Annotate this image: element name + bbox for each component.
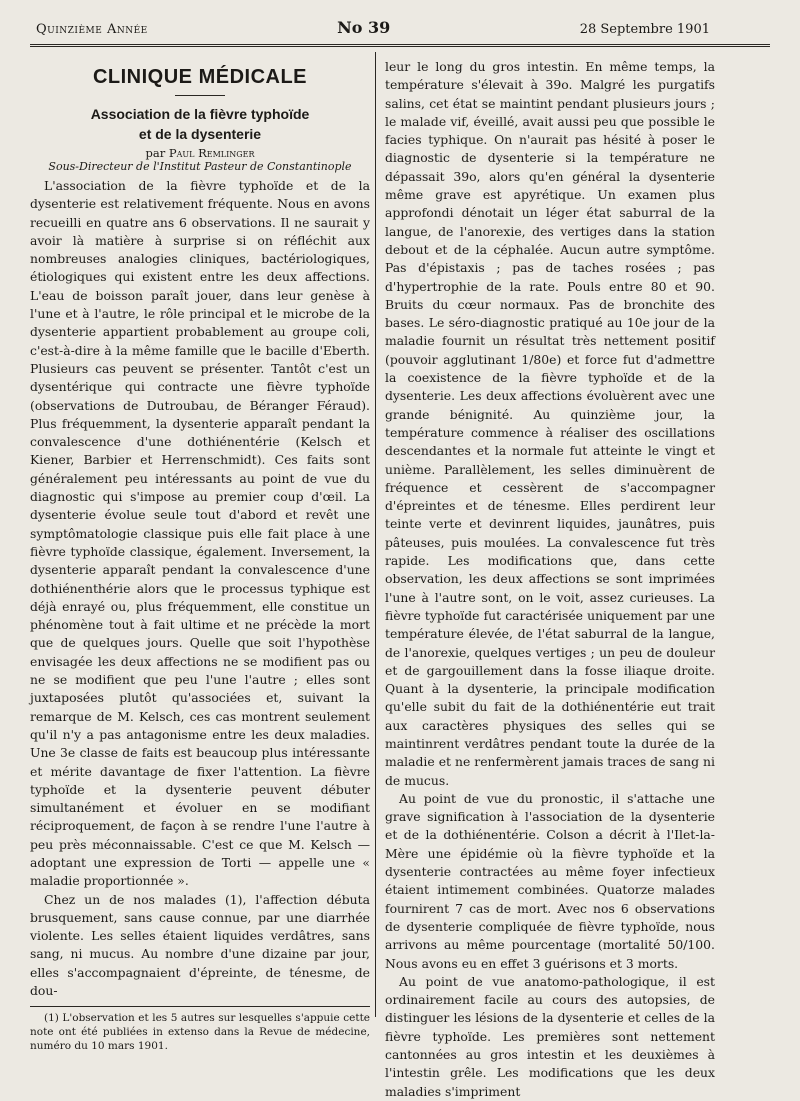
running-head — [36, 18, 710, 44]
title-rule — [175, 95, 225, 96]
author-affiliation: Sous-Directeur de l'Institut Pasteur de Constantinople — [48, 160, 352, 173]
paragraph: Au point de vue du pronostic, il s'attache une grave signification à l'association de la dysenterie et de la dothiénentérie. Colson a décrit à l'Ilet-la-Mère une épidémie où la fièvre typhoïde et la dysenterie contractées au même foyer infectieux étaient intimement combinées. Quatorze malades fournirent 7 cas de mort. Avec nos 6 observations de dysenterie compliquée de fièvre typhoïde, nous arrivons au même pourcentage (mortalité 50/100. Nous avons eu en effet 3 guérisons et 3 morts. — [385, 790, 715, 971]
paragraph: Au point de vue anatomo-pathologique, il est ordinairement facile au cours des autopsies, de distinguer les lésions de la dysenterie et celles de la fièvre typhoïde. Les premières sont nettement cantonnées au gros intestin et les deuxièmes à l'intestin grêle. Les modifications que les deux maladies s'impriment — [385, 973, 715, 1099]
paragraph: Chez un de nos malades (1), l'affection débuta brusquement, sans cause connue, par une diarrhée violente. Les selles étaient liquides verdâtres, sans sang, ni mucus. Au nombre d'une dizaine par jour, elles s'accompagnaient d'épreinte, de ténesme, de dou- — [30, 891, 370, 999]
volume-label: Quinzième Année — [36, 22, 148, 37]
header-double-rule — [30, 44, 770, 47]
right-column-text — [385, 58, 715, 1101]
footnote-rule — [30, 1006, 370, 1007]
author-name: Paul Remlinger — [168, 146, 255, 160]
footnote: (1) L'observation et les 5 autres sur lesquelles s'appuie cette note ont été publiées in extenso dans la Revue de médecine, numéro du 10 mars 1901. — [30, 1012, 370, 1053]
left-column-text — [30, 177, 370, 1000]
paragraph: leur le long du gros intestin. En même temps, la température s'élevait à 39o. Malgré les purgatifs salins, cet état se maintint pendant plusieurs jours ; le malade vif, éveillé, avait aussi peu que possible le facies typhique. On n'aurait pas hésité à poser le diagnostic de dysenterie si la température ne dépassait 39o, alors qu'en général la dysenterie même grave est apyrétique. Un examen plus approfondi dénotait un léger état saburral de la langue, de l'anorexie, des vertiges dans la station debout et de la céphalée. Aucun autre symptôme. Pas d'épistaxis ; pas de taches rosées ; pas d'hypertrophie de la rate. Pouls entre 80 et 90. Bruits du cœur normaux. Pas de bronchite des bases. Le séro-diagnostic pratiqué au 10e jour de la maladie fournit un résultat très nettement positif (pouvoir agglutinant 1/80e) et force fut d'admettre la coexistence de la fièvre typhoïde et de la dysenterie. Les deux affections évoluèrent avec une grande bénignité. Au quinzième jour, la température commence à réaliser des oscillations descendantes et la normale fut atteinte le vingt et unième. Parallèlement, les selles diminuèrent de fréquence et cessèrent de s'accompagner d'épreintes et de ténesme. Elles perdirent leur teinte verte et devinrent liquides, jaunâtres, puis pâteuses, puis moulées. La convalescence fut très rapide. Les modifications que, dans cette observation, les deux affections se sont imprimées l'une à l'autre sont, on le voit, assez curieuses. La fièvre typhoïde fut caractérisée uniquement par une température élevée, de l'état saburral de la langue, de l'anorexie, quelques vertiges ; un peu de douleur et de gargouillement dans la fosse iliaque droite. Quant à la dysenterie, la principale modification qu'elle subit du fait de la dothiénentérie eut trait aux caractères physiques des selles qui se maintinrent verdâtres pendant toute la durée de la maladie et ne renfermèrent jamais traces de sang ni de mucus. — [385, 59, 715, 788]
article-title-line-1: Association de la fièvre typhoïde — [90, 106, 310, 122]
right-column — [385, 58, 715, 1101]
article-title-line-2: et de la dysenterie — [138, 126, 262, 142]
paragraph: L'association de la fièvre typhoïde et de la dysenterie est relativement fréquente. Nous en avons recueilli en quatre ans 6 observations. Il ne saurait y avoir là matière à surprise si on réfléchit aux nombreuses analogies cliniques, bactériologiques, étiologiques qui existent entre les deux affections. L'eau de boisson paraît jouer, dans leur genèse à l'une et à l'autre, le rôle principal et le microbe de la dysenterie appartient probablement au groupe coli, c'est-à-dire à la même famille que le bacille d'Eberth. Plusieurs cas peuvent se présenter. Tantôt c'est un dysentérique qui contracte une fièvre typhoïde (observations de Dutroubau, de Béranger Féraud). Plus fréquemment, la dysenterie apparaît pendant la convalescence d'une dothiénentérie (Kelsch et Kiener, Barbier et Herrenschmidt). Ces faits sont généralement peu intéressants au point de vue du diagnostic qui s'impose au premier coup d'œil. La dysenterie évolue seule tout d'abord et revêt une symptômatologie classique puis elle fait place à une fièvre typhoïde classique, également. Inversement, la dysenterie apparaît pendant la convalescence d'une dothiénenthérie alors que le processus typhique est déjà enrayé ou, plus fréquemment, elle constitue un phénomène tout à fait ultime et ne précède la mort que de quelques jours. Quelle que soit l'hypothèse envisagée les deux affections ne se modifient pas ou ne se modifient que peu l'une l'autre ; elles sont juxtaposées plutôt qu'associées et, suivant la remarque de M. Kelsch, ces cas montrent seulement qu'il n'y a pas antagonisme entre les deux maladies. Une 3e classe de faits est beaucoup plus intéressante et mérite davantage de fixer l'attention. La fièvre typhoïde et la dysenterie peuvent débuter simultanément et évoluer en se modifiant réciproquement, de façon à se rendre l'une l'autre à peu près méconnaissable. C'est ce que M. Kelsch — adoptant une expression de Torti — appelle une « maladie proportionnée ». — [30, 178, 370, 889]
issue-date: 28 Septembre 1901 — [579, 22, 710, 37]
issue-number: No 39 — [337, 18, 391, 37]
byline — [30, 146, 370, 160]
column-divider — [375, 52, 376, 1017]
section-title: CLINIQUE MÉDICALE — [92, 66, 308, 88]
article-title — [30, 104, 370, 144]
left-column — [30, 58, 370, 1053]
byline-prefix: par — [145, 146, 166, 160]
